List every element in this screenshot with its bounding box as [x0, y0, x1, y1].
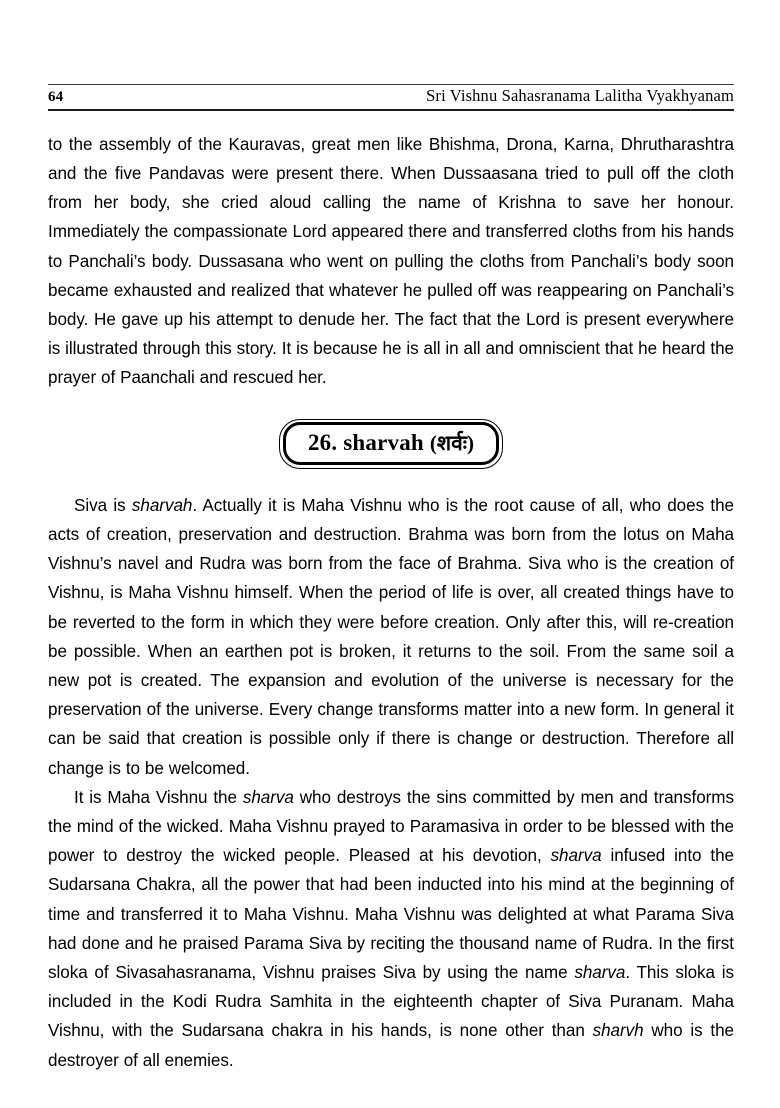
p3-italic-sharva-1: sharva — [242, 787, 294, 807]
p3-italic-sharva-2: sharva — [550, 846, 602, 866]
p3-italic-sharva-3: sharva — [574, 962, 626, 982]
p3-part-2: who destroys the sins committed by men and transforms the mind of the wicked. Maha Vishnu prayed to Paramasiva in order to be blessed with the power to destroy the wicked people. Pleased at his devotion, — [48, 787, 734, 866]
p2-part-2: . Actually it is Maha Vishnu who is the root cause of all, who does the acts of creation, preservation and destruction. Brahma was born from the lotus on Maha Vishnu’s navel and Rudra was born from the face of Brahma. Siva who is the creation of Vishnu, is Maha Vishnu himself. When the period of life is over, all created things have to be reverted to the form in which they were before creation. Only after this, will re-creation be possible. When an earthen pot is broken, it returns to the soil. From the same soil a new pot is created. The expansion and evolution of the universe is necessary for the preservation of the universe. Every change transforms matter into a new form. In general it can be said that creation is possible only if there is change or destruction. Therefore all change is to be welcomed. — [48, 495, 734, 778]
paragraph-2 — [48, 491, 734, 783]
name-heading-container — [48, 419, 734, 469]
p3-part-3: infused into the Sudarsana Chakra, all the power that had been inducted into his mind at the beginning of time and transferred it to Maha Vishnu. Maha Vishnu was delighted at what Parama Siva had done and he praised Parama Siva by reciting the thousand name of Rudra. In the first sloka of Sivasahasranama, Vishnu praises Siva by using the name — [48, 846, 734, 982]
paragraph-1-text: to the assembly of the Kauravas, great men like Bhishma, Drona, Karna, Dhrutharashtra and the five Pandavas were present there. When Dussaasana tried to pull off the cloth from her body, she cried aloud calling the name of Krishna to save her honour. Immediately the compassionate Lord appeared there and transferred cloths from his hands to Panchali’s body. Dussasana who went on pulling the cloths from Panchali’s body soon became exhausted and realized that whatever he pulled off was reappearing on Panchali’s body. He gave up his attempt to denude her. The fact that the Lord is present everywhere is illustrated through this story. It is because he is all in all and omniscient that he heard the prayer of Paanchali and rescued her. — [48, 134, 734, 388]
p2-italic-sharvah: sharvah — [131, 495, 193, 515]
paragraph-continuation — [48, 130, 734, 393]
header-row — [48, 84, 734, 108]
p3-part-4: . This sloka is included in the Kodi Rudra Samhita in the eighteenth chapter of Siva Puranam. Maha Vishnu, with the Sudarsana chakra in his hands, is none other than — [48, 962, 734, 1041]
paragraph-3 — [48, 783, 734, 1075]
p2-part-1: Siva is — [74, 495, 132, 515]
page-number: 64 — [48, 89, 64, 105]
p3-part-5: who is the destroyer of all enemies. — [48, 1021, 735, 1070]
p3-italic-sharvh: sharvh — [592, 1021, 644, 1041]
name-heading-label: 26. sharvah — [307, 430, 424, 456]
page-content-column — [48, 0, 734, 1075]
book-title: Sri Vishnu Sahasranama Lalitha Vyakhyanam — [426, 86, 734, 105]
running-header — [48, 0, 734, 111]
body-text — [48, 130, 734, 1075]
name-heading-devanagari: (शर्वः) — [429, 431, 475, 456]
name-heading-inner-border — [283, 422, 499, 465]
header-rule-bottom — [48, 109, 734, 111]
name-heading-outer-border — [279, 419, 502, 469]
p3-part-1: It is Maha Vishnu the — [74, 787, 243, 807]
